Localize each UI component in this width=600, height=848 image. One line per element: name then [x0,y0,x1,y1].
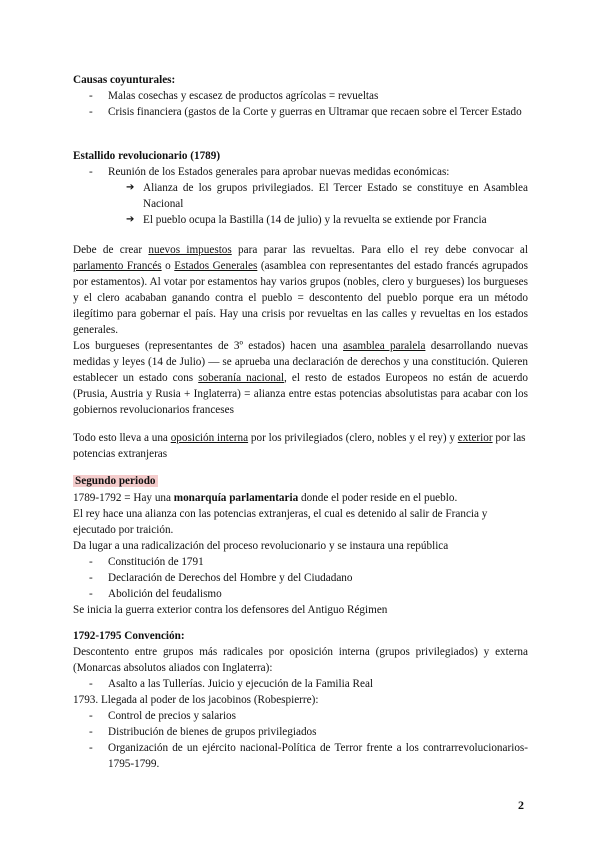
list-item: - Crisis financiera (gastos de la Corte y guerras en Ultramar que recaen sobre el Tercer Estado [89,106,522,118]
arrow-item: ➔ Alianza de los grupos privilegiados. El Tercer Estado se constituye en Asamblea Nacional [126,182,528,210]
section-estallido [73,148,528,228]
underlined-term: asamblea paralela [343,340,426,352]
heading-convencion: 1792-1795 Convención: [73,630,185,642]
list-item: - Control de precios y salarios [89,710,237,722]
line-jacobinos: 1793. Llegada al poder de los jacobinos (Robespierre): [73,694,319,706]
heading-estallido: Estallido revolucionario (1789) [73,150,221,162]
list-item: - Abolición del feudalismo [89,588,222,600]
paragraph-estados-generales: Debe de crear nuevos impuestos para parar las revueltas. Para ello el rey debe convocar al parlamento Francés o Estados Generales (asamblea con representantes del estado francés agrupados por estamentos). Al votar por estamentos hay varios grupos (nobles, clero y burgueses) los burgueses y el clero acababan ganando contra el pueblo = descontento del pueblo porque era un método ilegítimo para gobernar el país. Hay una crisis por revueltas en las calles y revueltas en los estados generales. [73,244,528,336]
dash-bullet: - [89,166,93,178]
underlined-term: Estados Generales [174,260,258,272]
dash-bullet: - [89,588,93,600]
underlined-term: nuevos impuestos [148,244,232,256]
line-radicalizacion: Da lugar a una radicalización del proceso revolucionario y se instaura una república [73,540,449,552]
section-convencion [73,628,528,772]
arrow-item: ➔ El pueblo ocupa la Bastilla (14 de julio) y la revuelta se extiende por Francia [126,214,487,226]
list-item: - Declaración de Derechos del Hombre y del Ciudadano [89,572,353,584]
underlined-term: exterior [457,432,493,444]
section-causas [73,72,528,120]
dash-bullet: - [89,556,93,568]
list-item: - Reunión de los Estados generales para aprobar nuevas medidas económicas: [89,166,450,178]
heading-causas: Causas coyunturales: [73,74,176,86]
dash-bullet: - [89,106,93,118]
line-rey: El rey hace una alianza con las potencias extranjeras, el cual es detenido al salir de Francia y ejecutado por traición. [73,508,488,536]
paragraph-oposicion: Todo esto lleva a una oposición interna por los privilegiados (clero, nobles y el rey) y exterior por las potencias extranjeras [73,432,526,460]
dash-bullet: - [89,678,93,690]
dash-bullet: - [89,710,93,722]
page-number: 2 [518,798,524,812]
list-item: - Asalto a las Tullerías. Juicio y ejecución de la Familia Real [89,678,374,690]
arrow-right-icon: ➔ [126,182,135,193]
dash-bullet: - [89,726,93,738]
list-item: - Constitución de 1791 [89,556,204,568]
underlined-term: parlamento Francés [73,260,162,272]
underlined-term: soberanía nacional [198,372,285,384]
section-segundo-periodo [73,473,528,618]
arrow-right-icon: ➔ [126,214,135,225]
list-item: - Distribución de bienes de grupos privilegiados [89,726,317,738]
dash-bullet: - [89,742,93,754]
underlined-term: oposición interna [170,432,249,444]
heading-segundo-periodo: Segundo periodo [75,475,156,487]
dash-bullet: - [89,572,93,584]
paragraph-burgueses: Los burgueses (representantes de 3º estados) hacen una asamblea paralela desarrollando nuevas medidas y leyes (14 de Julio) — se aprueba una declaración de derechos y una constitución. Quieren establecer un estado cons soberanía nacional, el resto de estados Europeos no están de acuerdo (Prusia, Austria y Rusia + Inglaterra) = alianza entre estas potencias absolutistas para acabar con los gobiernos revolucionarios franceses [73,340,529,416]
line-descontento: Descontento entre grupos más radicales por oposición interna (grupos privilegiados) y externa (Monarcas absolutos aliados con Inglaterra): [73,646,528,674]
list-item: - Malas cosechas y escasez de productos agrícolas = revueltas [89,90,379,102]
list-item: - Organización de un ejército nacional-Política de Terror frente a los contrarrevolucionarios-1795-1799. [89,742,528,770]
dash-bullet: - [89,90,93,102]
line-monarquia: 1789-1792 = Hay una monarquía parlamentaria donde el poder reside en el pueblo. [73,492,458,504]
line-guerra: Se inicia la guerra exterior contra los defensores del Antiguo Régimen [73,604,388,616]
